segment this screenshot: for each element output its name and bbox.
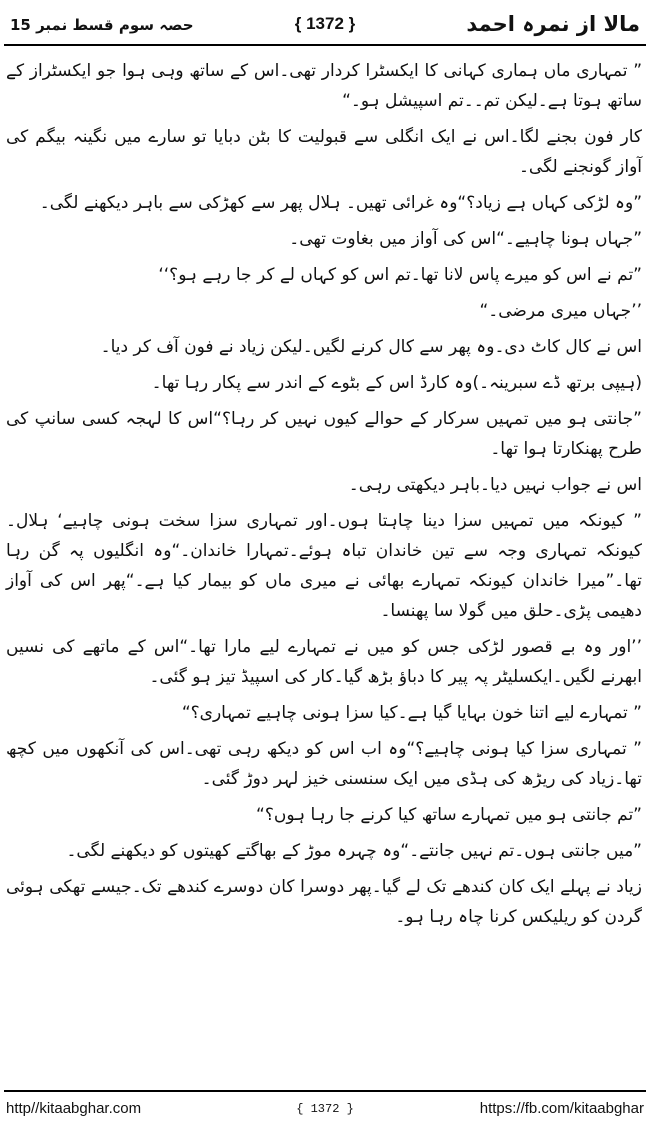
paragraph: ’’جہاں میری مرضی۔“ xyxy=(479,301,642,321)
paragraph: زیاد نے پہلے ایک کان کندھے تک لے گیا۔پھر دوسرا کان دوسرے کندھے تک۔جیسے تھکی ہوئی گردن کو ریلیکس کرنا چاہ رہا ہو۔ xyxy=(6,877,642,927)
footer-divider xyxy=(4,1090,646,1092)
paragraph: ”تم جانتی ہو میں تمہارے ساتھ کیا کرنے جا رہا ہوں؟“ xyxy=(256,805,642,825)
website-link[interactable]: http//kitaabghar.com xyxy=(6,1100,142,1117)
page-header xyxy=(4,8,646,42)
paragraph: ”جانتی ہو میں تمہیں سرکار کے حوالے کیوں نہیں کر رہا؟“اس کا لہجہ کسی سانپ کی طرح پھنکارتا ہوا تھا۔ xyxy=(6,409,642,459)
part-label: حصہ سوم قسط نمبر 15 xyxy=(10,16,194,34)
page-number: { 1372 } xyxy=(294,14,356,33)
paragraph: اس نے جواب نہیں دیا۔باہر دیکھتی رہی۔ xyxy=(348,475,642,495)
page-footer xyxy=(0,1096,650,1122)
paragraph: کار فون بجنے لگا۔اس نے ایک انگلی سے قبولیت کا بٹن دبایا تو سارے میں نگینہ بیگم کی آواز گونجنے لگی۔ xyxy=(6,127,642,177)
paragraph: ”میں جانتی ہوں۔تم نہیں جانتے۔“وہ چہرہ موڑ کے بھاگتے کھیتوں کو دیکھنے لگی۔ xyxy=(66,841,642,861)
book-title: مالا از نمرہ احمد xyxy=(466,12,640,36)
footer-page-number: { 1372 } xyxy=(296,1102,354,1116)
paragraph: ’’اور وہ بے قصور لڑکی جس کو میں نے تمہارے لیے مارا تھا۔“اس کے ماتھے کی نسیں ابھرنے لگیں۔ایکسلیٹر پہ پیر کا دباؤ بڑھ گیا۔کار کی اسپیڈ تیز ہو گئی۔ xyxy=(6,637,642,687)
paragraph: ”وہ لڑکی کہاں ہے زیاد؟“وہ غرائی تھیں۔ ہلال پھر سے کھڑکی سے باہر دیکھنے لگی۔ xyxy=(39,193,642,213)
paragraph: ” تمہارے لیے اتنا خون بہایا گیا ہے۔کیا سزا ہونی چاہیے تمہاری؟“ xyxy=(181,703,642,723)
facebook-link[interactable]: https://fb.com/kitaabghar xyxy=(479,1100,644,1117)
paragraph: اس نے کال کاٹ دی۔وہ پھر سے کال کرنے لگیں۔لیکن زیاد نے فون آف کر دیا۔ xyxy=(100,337,642,357)
paragraph: ” کیونکہ میں تمہیں سزا دینا چاہتا ہوں۔اور تمہاری سزا سخت ہونی چاہیے‘ ہلال۔ کیونکہ تمہاری وجہ سے تین خاندان تباہ ہوئے۔تمہارا خاندان۔“وہ انگلیوں پہ گن رہا تھا۔”میرا خاندان کیونکہ تمہارے بھائی نے میری ماں کو بیمار کیا ہے۔“پھر اس کی آواز دھیمی پڑی۔حلق میں گولا سا پھنسا۔ xyxy=(6,511,642,621)
paragraph: ” تمہاری ماں ہماری کہانی کا ایکسٹرا کردار تھی۔اس کے ساتھ وہی ہوا جو ایکسٹراز کے ساتھ ہوتا ہے۔لیکن تم۔۔تم اسپیشل ہو۔“ xyxy=(6,61,642,111)
paragraph: ” تمہاری سزا کیا ہونی چاہیے؟“وہ اب اس کو دیکھ رہی تھی۔اس کی آنکھوں میں کچھ تھا۔زیاد کی ریڑھ کی ہڈی میں ایک سنسنی خیز لہر دوڑ گئی۔ xyxy=(6,739,642,789)
page-body xyxy=(6,56,642,938)
paragraph: ”جہاں ہونا چاہیے۔“اس کی آواز میں بغاوت تھی۔ xyxy=(289,229,642,249)
paragraph: (ہیپی برتھ ڈے سبرینہ۔)وہ کارڈ اس کے بٹوے کے اندر سے پکار رہا تھا۔ xyxy=(151,373,642,393)
paragraph: ”تم نے اس کو میرے پاس لانا تھا۔تم اس کو کہاں لے کر جا رہے ہو؟‘‘ xyxy=(158,265,642,285)
header-divider xyxy=(4,44,646,46)
